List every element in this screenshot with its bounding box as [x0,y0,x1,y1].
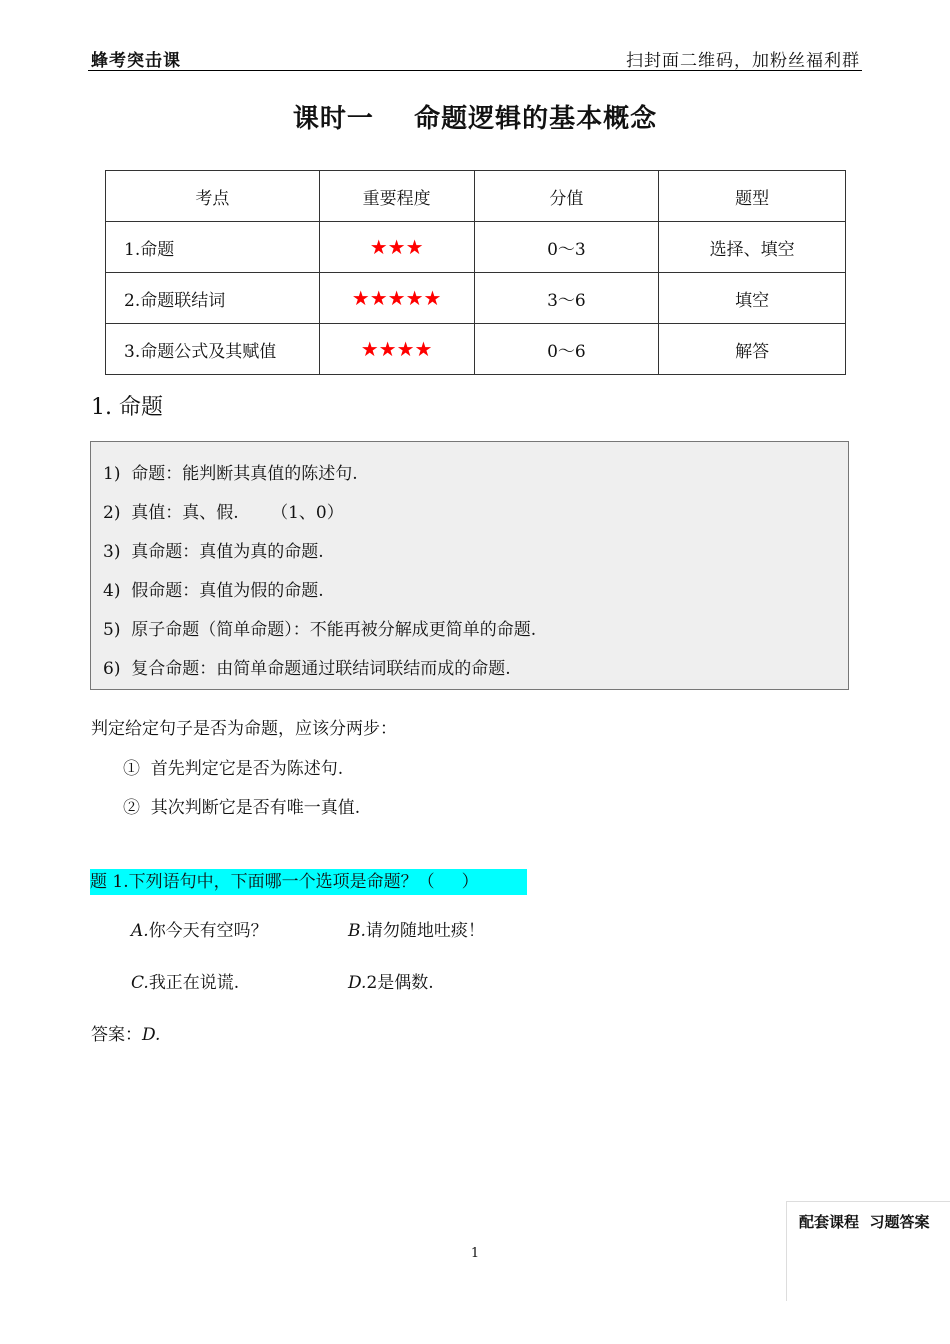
question-title: 题 1.下列语句中，下面哪一个选项是命题？（ ） [90,869,527,895]
option-text: 我正在说谎. [148,973,240,993]
option-a [131,916,268,941]
row-stars: ★★★★★ [319,273,474,324]
answer-label: 答案： [91,1025,142,1045]
row-score: 0～3 [474,222,659,273]
row-type: 填空 [659,273,846,324]
option-letter: B. [348,921,366,941]
page-number: 1 [470,1246,480,1261]
row-topic: 1.命题 [106,222,320,273]
option-c [131,968,239,993]
row-topic: 2.命题联结词 [106,273,320,324]
option-d [348,968,434,993]
answer [91,1020,160,1045]
table-header-row [106,171,846,222]
option-letter: A. [131,921,149,941]
row-score: 0～6 [474,324,659,375]
header-type: 题型 [659,171,846,222]
overview-table [105,170,846,375]
row-type: 解答 [659,324,846,375]
header-divider [88,70,862,71]
section-heading: 1. 命题 [91,395,163,420]
judge-step: ② 其次判断它是否有唯一真值. [123,798,361,818]
definition-item: 4) 假命题：真值为假的命题. [103,581,324,601]
header-importance: 重要程度 [319,171,474,222]
judge-step: ① 首先判定它是否为陈述句. [123,759,344,779]
header-right: 扫封面二维码，加粉丝福利群 [626,51,860,71]
definition-item: 6) 复合命题：由简单命题通过联结词联结而成的命题. [103,659,511,679]
option-text: 你今天有空吗？ [148,921,268,941]
row-stars: ★★★★ [319,324,474,375]
definition-box [90,441,849,690]
lesson-title: 课时一 命题逻辑的基本概念 [292,104,658,134]
table-row [106,222,846,273]
row-score: 3～6 [474,273,659,324]
course-link-panel[interactable] [786,1201,950,1301]
definition-item: 1) 命题：能判断其真值的陈述句. [103,464,358,484]
header-left: 蜂考突击课 [91,51,181,71]
definition-item: 2) 真值：真、假. （1、0） [103,503,344,523]
answer-value: D. [142,1025,161,1045]
option-letter: D. [348,973,367,993]
header-score: 分值 [474,171,659,222]
definition-item: 5) 原子命题（简单命题）：不能再被分解成更简单的命题. [103,620,537,640]
header-topic: 考点 [106,171,320,222]
table-row [106,273,846,324]
option-text: 请勿随地吐痰！ [365,921,485,941]
row-type: 选择、填空 [659,222,846,273]
judge-intro: 判定给定句子是否为命题，应该分两步： [91,719,397,739]
table-row [106,324,846,375]
definition-item: 3) 真命题：真值为真的命题. [103,542,324,562]
option-b [348,916,485,941]
row-topic: 3.命题公式及其赋值 [106,324,320,375]
option-text: 2是偶数. [366,973,434,993]
option-letter: C. [131,973,149,993]
row-stars: ★★★ [319,222,474,273]
course-link-label[interactable]: 配套课程 习题答案 [799,1213,930,1231]
